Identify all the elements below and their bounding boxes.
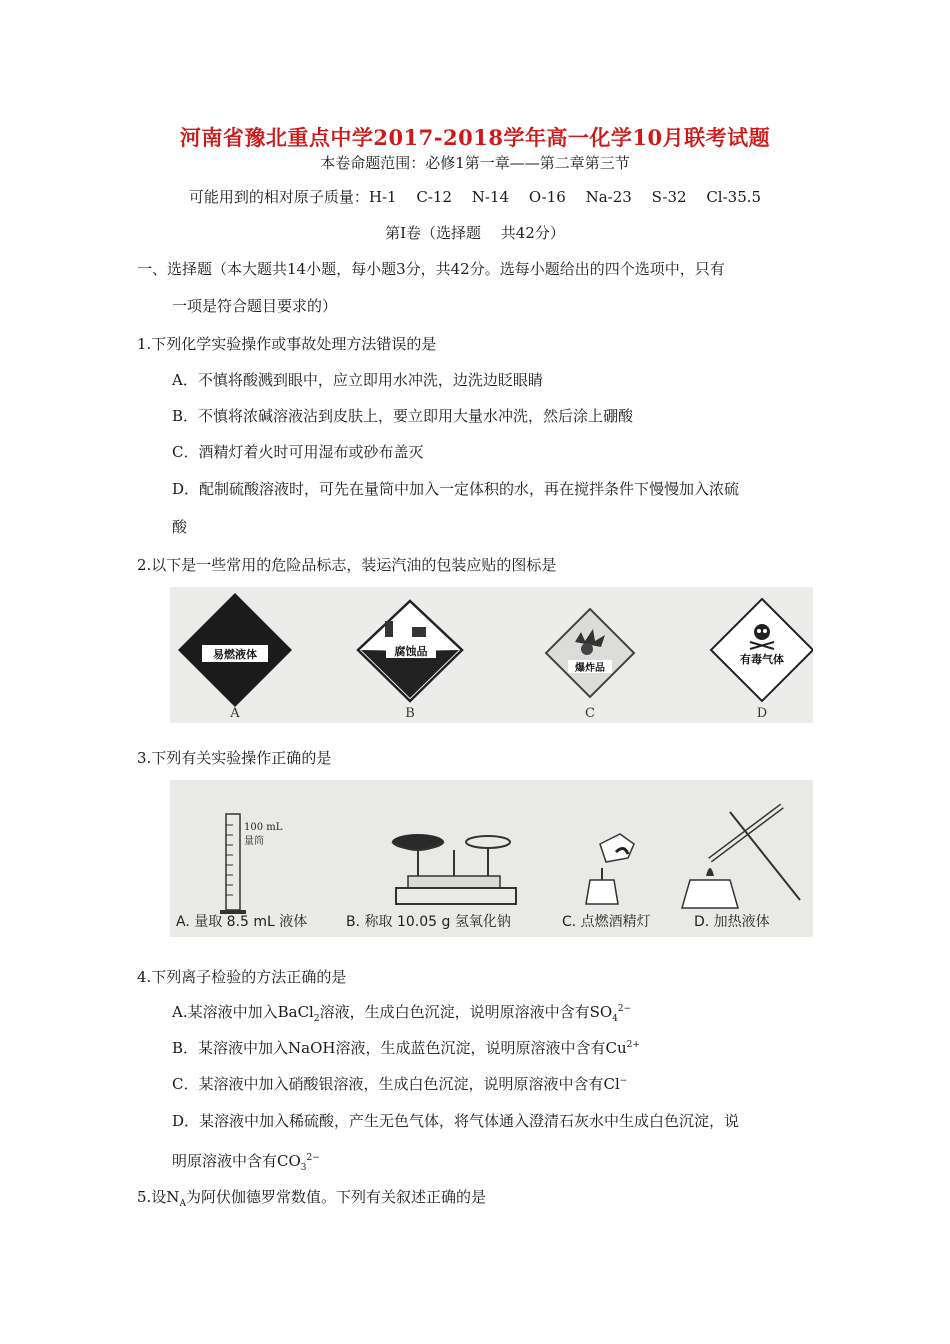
- q4-option-c: C．某溶液中加入硝酸银溶液，生成白色沉淀，说明原溶液中含有Cl−: [172, 1075, 628, 1093]
- q4-option-b: B．某溶液中加入NaOH溶液，生成蓝色沉淀，说明原溶液中含有$Cu^{2+}$: [172, 1039, 640, 1057]
- q3-caption-d: D. 加热液体: [694, 914, 770, 930]
- q3-caption-c: C. 点燃酒精灯: [562, 914, 651, 930]
- q1-stem: 1.下列化学实验操作或事故处理方法错误的是: [137, 335, 437, 353]
- q1-option-d-cont: 酸: [172, 518, 188, 536]
- sign-a-text: 易燃液体: [213, 648, 257, 661]
- section-instructions-1: 一、选择题（本大题共14小题，每小题3分，共42分。选每小题给出的四个选项中，只有: [137, 260, 725, 278]
- q3-caption-b: B. 称取 10.05 g 氢氧化钠: [346, 914, 511, 930]
- heating-tube-figure: [682, 806, 800, 908]
- q3-stem: 3.下列有关实验操作正确的是: [137, 749, 332, 767]
- balance-figure: [392, 834, 516, 904]
- q5-stem: 5.设$N_A$为阿伏伽德罗常数值。下列有关叙述正确的是: [137, 1188, 486, 1209]
- measuring-cylinder-figure: [220, 814, 283, 914]
- toxic-gas-sign: [711, 599, 813, 721]
- sign-a-letter: A: [230, 706, 240, 721]
- q3-caption-a: A. 量取 8.5 mL 液体: [176, 914, 308, 930]
- q1-option-c: C．酒精灯着火时可用湿布或砂布盖灭: [172, 443, 424, 461]
- q4-option-d-cont: 明原溶液中含有$CO_3^{2-}$: [172, 1152, 320, 1173]
- lab-operations-image: [170, 780, 813, 937]
- sign-b-text: 腐蚀品: [394, 645, 428, 658]
- q2-stem: 2.以下是一些常用的危险品标志，装运汽油的包装应贴的图标是: [137, 556, 557, 574]
- skull-icon: [754, 624, 770, 640]
- q4-option-d: D．某溶液中加入稀硫酸，产生无色气体，将气体通入澄清石灰水中生成白色沉淀，说: [172, 1112, 740, 1130]
- sign-d-letter: D: [756, 706, 768, 721]
- corrosive-sign: [358, 601, 462, 721]
- q1-option-d: D．配制硫酸溶液时，可先在量筒中加入一定体积的水，再在搅拌条件下慢慢加入浓硫: [172, 480, 740, 498]
- q4-option-a: A.某溶液中加入BaCl$_2$溶液，生成白色沉淀，说明原溶液中含有$SO_4^{2-}$: [172, 1003, 632, 1024]
- volume-heading: 第Ⅰ卷（选择题 共42分）: [385, 224, 565, 242]
- sign-b-letter: B: [405, 706, 415, 721]
- exam-title: 河南省豫北重点中学2017-2018学年高一化学10月联考试题: [179, 125, 771, 150]
- alcohol-lamp-figure: [586, 834, 634, 904]
- q1-option-a: A．不慎将酸溅到眼中，应立即用水冲洗，边洗边眨眼睛: [172, 371, 543, 389]
- hazard-signs-image: [170, 587, 813, 723]
- q4-stem: 4.下列离子检验的方法正确的是: [137, 968, 347, 986]
- scope-line: 本卷命题范围：必修1第一章——第二章第三节: [320, 154, 630, 172]
- atomic-mass-line: 可能用到的相对原子质量：H-1 C-12 N-14 O-16 Na-23 S-32 Cl-35.5: [188, 188, 762, 206]
- sign-d-text: 有毒气体: [740, 653, 784, 666]
- section-instructions-2: 一项是符合题目要求的）: [172, 297, 338, 315]
- sign-c-text: 爆炸品: [575, 663, 605, 674]
- cylinder-volume-label: 100 mL: [244, 822, 283, 833]
- q1-option-b: B．不慎将浓碱溶液沾到皮肤上，要立即用大量水冲洗，然后涂上硼酸: [172, 407, 634, 425]
- cylinder-name-label: 量筒: [244, 836, 264, 847]
- flammable-liquid-sign: [178, 593, 292, 721]
- explosive-sign: [546, 609, 634, 721]
- sign-c-letter: C: [585, 706, 595, 721]
